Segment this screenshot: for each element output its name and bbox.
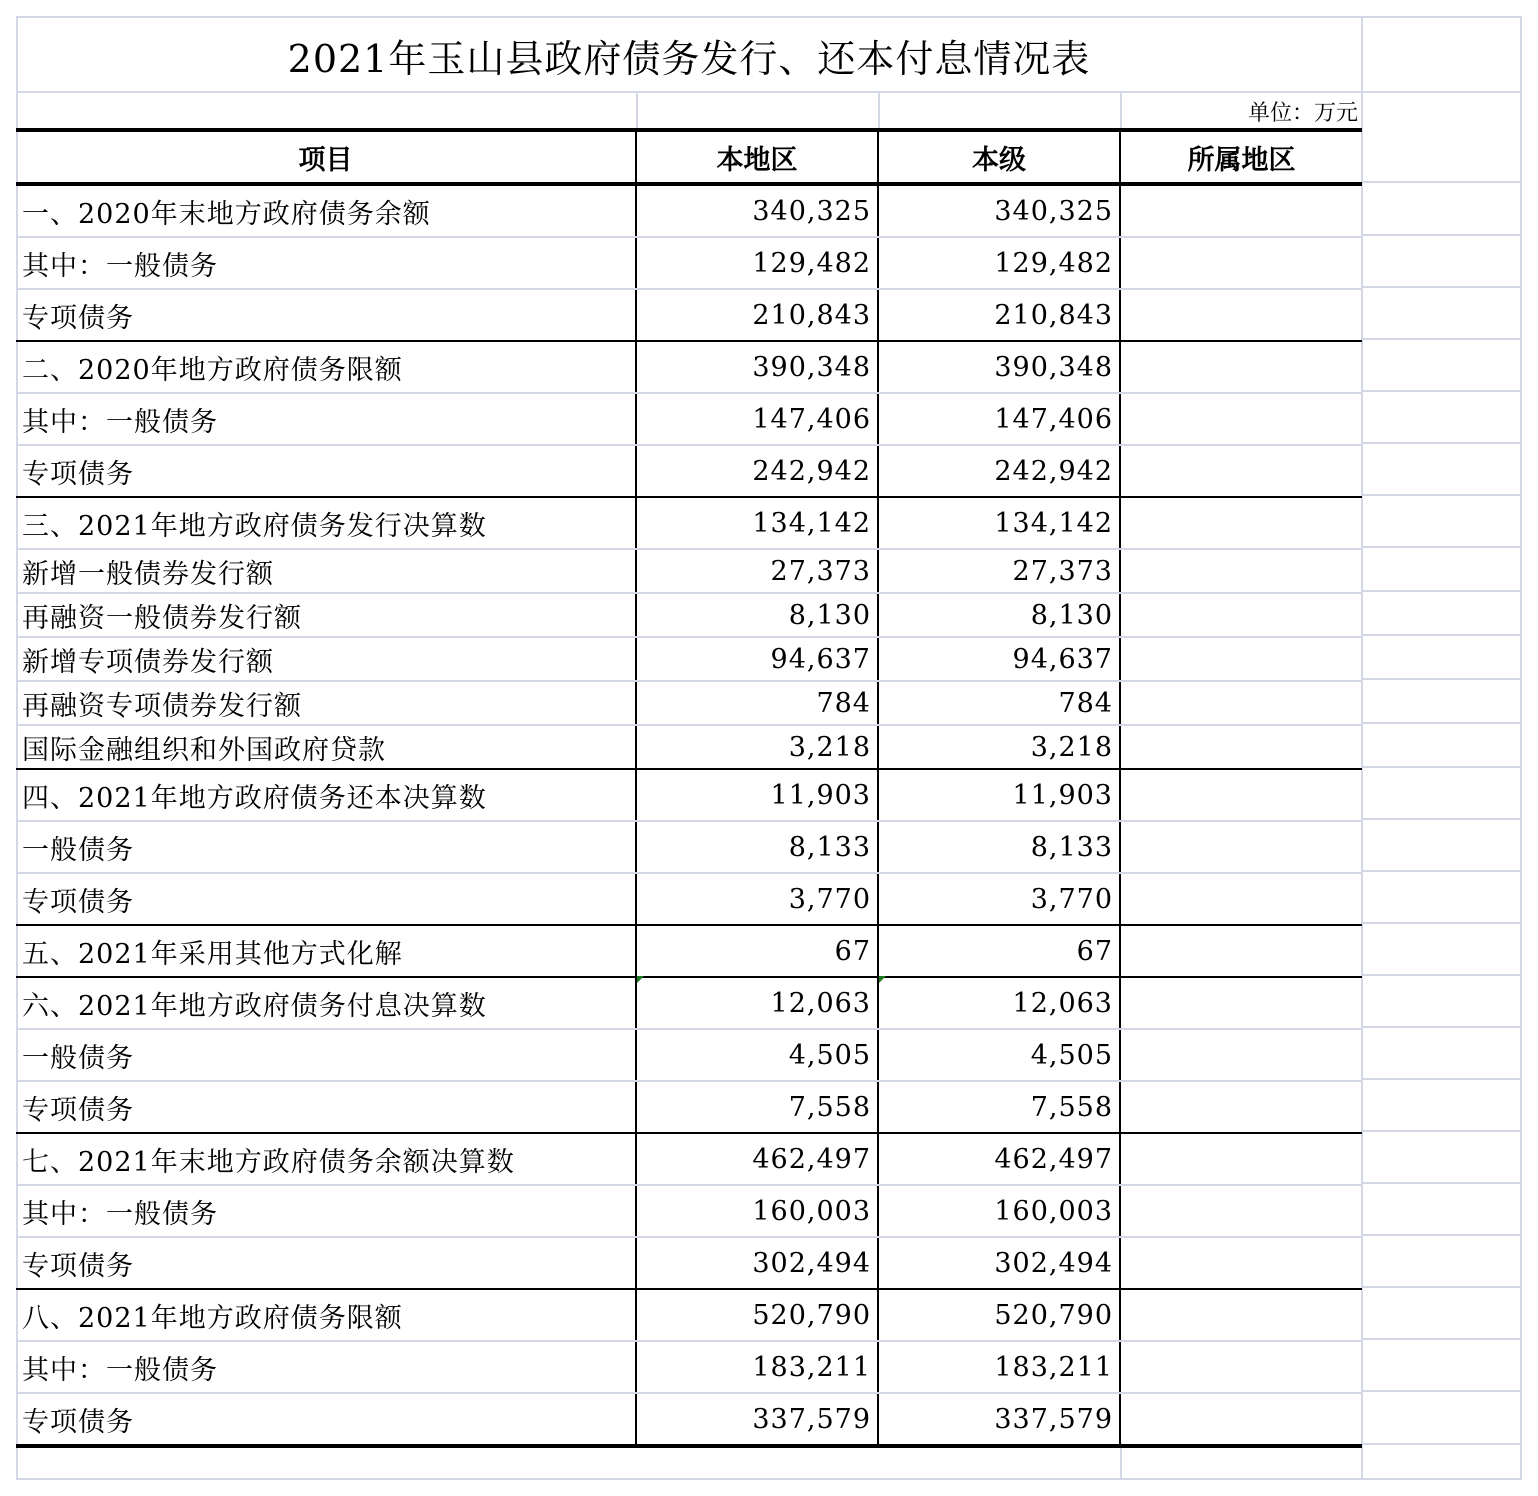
row-label[interactable]: 其中：一般债务 <box>16 393 636 445</box>
level-value[interactable]: 129,482 <box>878 237 1120 289</box>
grid-line <box>1362 1286 1522 1288</box>
subregion-value[interactable] <box>1120 873 1362 925</box>
local-value[interactable]: 27,373 <box>636 549 878 593</box>
grid-line <box>1362 1390 1522 1392</box>
header-local[interactable]: 本地区 <box>636 130 878 184</box>
grid-line <box>1362 181 1522 183</box>
local-value[interactable]: 337,579 <box>636 1393 878 1446</box>
level-value[interactable]: 8,133 <box>878 821 1120 873</box>
local-value[interactable]: 302,494 <box>636 1237 878 1289</box>
local-value[interactable]: 129,482 <box>636 237 878 289</box>
grid-line <box>1362 234 1522 236</box>
table-row <box>16 593 1362 637</box>
table-row <box>16 769 1362 821</box>
table-row <box>16 1237 1362 1289</box>
level-value[interactable]: 784 <box>878 681 1120 725</box>
row-label[interactable]: 三、2021年地方政府债务发行决算数 <box>16 497 636 549</box>
grid-line <box>1362 634 1522 636</box>
subregion-value[interactable] <box>1120 1289 1362 1341</box>
level-value[interactable]: 12,063 <box>878 977 1120 1029</box>
local-value[interactable]: 8,133 <box>636 821 878 873</box>
level-value[interactable]: 302,494 <box>878 1237 1120 1289</box>
table-row <box>16 681 1362 725</box>
grid-line <box>1362 870 1522 872</box>
header-row <box>16 130 1362 184</box>
row-label[interactable]: 专项债务 <box>16 1237 636 1289</box>
row-label[interactable]: 其中：一般债务 <box>16 237 636 289</box>
grid-line <box>878 92 880 128</box>
debt-table <box>16 128 1362 1448</box>
level-value[interactable]: 4,505 <box>878 1029 1120 1081</box>
grid-line <box>1362 1182 1522 1184</box>
table-row <box>16 341 1362 393</box>
subregion-value[interactable] <box>1120 289 1362 341</box>
table-row <box>16 549 1362 593</box>
local-value[interactable]: 520,790 <box>636 1289 878 1341</box>
row-label[interactable]: 再融资一般债券发行额 <box>16 593 636 637</box>
local-value[interactable]: 94,637 <box>636 637 878 681</box>
grid-line <box>1362 678 1522 680</box>
grid-line <box>1362 338 1522 340</box>
subregion-value[interactable] <box>1120 497 1362 549</box>
table-row <box>16 1341 1362 1393</box>
row-label[interactable]: 专项债务 <box>16 289 636 341</box>
grid-line <box>1362 922 1522 924</box>
level-value[interactable]: 67 <box>878 925 1120 977</box>
table-row <box>16 1081 1362 1133</box>
row-label[interactable]: 一般债务 <box>16 1029 636 1081</box>
table-row <box>16 184 1362 237</box>
grid-line <box>1362 766 1522 768</box>
subregion-value[interactable] <box>1120 1029 1362 1081</box>
level-value[interactable]: 340,325 <box>878 184 1120 237</box>
table-row <box>16 925 1362 977</box>
level-value[interactable]: 520,790 <box>878 1289 1120 1341</box>
table-row <box>16 237 1362 289</box>
grid-line <box>1362 1078 1522 1080</box>
row-label[interactable]: 专项债务 <box>16 1081 636 1133</box>
subregion-value[interactable] <box>1120 184 1362 237</box>
local-value[interactable]: 3,770 <box>636 873 878 925</box>
grid-line <box>1362 1234 1522 1236</box>
level-value[interactable]: 462,497 <box>878 1133 1120 1185</box>
table-row <box>16 1185 1362 1237</box>
subregion-value[interactable] <box>1120 821 1362 873</box>
row-label[interactable]: 其中：一般债务 <box>16 1341 636 1393</box>
row-label[interactable]: 五、2021年采用其他方式化解 <box>16 925 636 977</box>
local-value[interactable]: 134,142 <box>636 497 878 549</box>
local-value[interactable]: 160,003 <box>636 1185 878 1237</box>
subregion-value[interactable] <box>1120 1185 1362 1237</box>
grid-line <box>1362 590 1522 592</box>
level-value[interactable]: 160,003 <box>878 1185 1120 1237</box>
local-value[interactable]: 210,843 <box>636 289 878 341</box>
level-value[interactable]: 3,218 <box>878 725 1120 769</box>
grid-line <box>1362 1130 1522 1132</box>
level-value[interactable]: 147,406 <box>878 393 1120 445</box>
row-label[interactable]: 四、2021年地方政府债务还本决算数 <box>16 769 636 821</box>
row-label[interactable]: 新增一般债券发行额 <box>16 549 636 593</box>
local-value[interactable]: 67 <box>636 925 878 977</box>
grid-line <box>1362 722 1522 724</box>
local-value[interactable]: 11,903 <box>636 769 878 821</box>
row-label[interactable]: 一、2020年末地方政府债务余额 <box>16 184 636 237</box>
grid-line <box>1362 818 1522 820</box>
row-label[interactable]: 八、2021年地方政府债务限额 <box>16 1289 636 1341</box>
row-label[interactable]: 新增专项债券发行额 <box>16 637 636 681</box>
subregion-value[interactable] <box>1120 637 1362 681</box>
row-label[interactable]: 一般债务 <box>16 821 636 873</box>
level-value[interactable]: 3,770 <box>878 873 1120 925</box>
local-value[interactable]: 784 <box>636 681 878 725</box>
table-row <box>16 821 1362 873</box>
grid-line <box>1362 494 1522 496</box>
table-row <box>16 393 1362 445</box>
table-row <box>16 1289 1362 1341</box>
local-value[interactable]: 7,558 <box>636 1081 878 1133</box>
cell-comment-marker-icon <box>637 976 644 983</box>
level-value[interactable]: 390,348 <box>878 341 1120 393</box>
subregion-value[interactable] <box>1120 681 1362 725</box>
local-value[interactable]: 390,348 <box>636 341 878 393</box>
subregion-value[interactable] <box>1120 549 1362 593</box>
level-value[interactable]: 11,903 <box>878 769 1120 821</box>
grid-line <box>1362 442 1522 444</box>
row-label[interactable]: 专项债务 <box>16 445 636 497</box>
level-value[interactable]: 7,558 <box>878 1081 1120 1133</box>
header-subregion[interactable]: 所属地区 <box>1120 130 1362 184</box>
subregion-value[interactable] <box>1120 769 1362 821</box>
local-value[interactable]: 183,211 <box>636 1341 878 1393</box>
subregion-value[interactable] <box>1120 1133 1362 1185</box>
grid-line <box>16 1478 1522 1480</box>
row-label[interactable]: 专项债务 <box>16 1393 636 1446</box>
row-label[interactable]: 六、2021年地方政府债务付息决算数 <box>16 977 636 1029</box>
table-row <box>16 497 1362 549</box>
row-label[interactable]: 再融资专项债券发行额 <box>16 681 636 725</box>
cell-comment-marker-icon <box>879 976 886 983</box>
level-value[interactable]: 134,142 <box>878 497 1120 549</box>
grid-line <box>1362 1443 1522 1445</box>
table-row <box>16 1029 1362 1081</box>
table-row <box>16 1393 1362 1446</box>
header-item[interactable]: 项目 <box>16 130 636 184</box>
level-value[interactable]: 337,579 <box>878 1393 1120 1446</box>
table-row <box>16 445 1362 497</box>
local-value[interactable]: 462,497 <box>636 1133 878 1185</box>
table-row <box>16 977 1362 1029</box>
row-label[interactable]: 国际金融组织和外国政府贷款 <box>16 725 636 769</box>
table-row <box>16 637 1362 681</box>
subregion-value[interactable] <box>1120 725 1362 769</box>
local-value[interactable]: 242,942 <box>636 445 878 497</box>
subregion-value[interactable] <box>1120 925 1362 977</box>
local-value[interactable]: 4,505 <box>636 1029 878 1081</box>
table-row <box>16 1133 1362 1185</box>
local-value[interactable]: 8,130 <box>636 593 878 637</box>
local-value[interactable]: 3,218 <box>636 725 878 769</box>
local-value[interactable]: 147,406 <box>636 393 878 445</box>
grid-line <box>1362 546 1522 548</box>
subregion-value[interactable] <box>1120 445 1362 497</box>
level-value[interactable]: 94,637 <box>878 637 1120 681</box>
row-label[interactable]: 专项债务 <box>16 873 636 925</box>
level-value[interactable]: 242,942 <box>878 445 1120 497</box>
subregion-value[interactable] <box>1120 393 1362 445</box>
table-row <box>16 289 1362 341</box>
subregion-value[interactable] <box>1120 237 1362 289</box>
subregion-value[interactable] <box>1120 341 1362 393</box>
subregion-value[interactable] <box>1120 1393 1362 1446</box>
table-row <box>16 725 1362 769</box>
subregion-value[interactable] <box>1120 977 1362 1029</box>
grid-line <box>1362 1338 1522 1340</box>
level-value[interactable]: 8,130 <box>878 593 1120 637</box>
report-title: 2021年玉山县政府债务发行、还本付息情况表 <box>287 36 1091 81</box>
grid-line <box>1362 1026 1522 1028</box>
row-label[interactable]: 二、2020年地方政府债务限额 <box>16 341 636 393</box>
header-level[interactable]: 本级 <box>878 130 1120 184</box>
grid-line <box>1362 286 1522 288</box>
unit-label: 单位：万元 <box>1247 100 1358 126</box>
grid-line <box>1362 974 1522 976</box>
subregion-value[interactable] <box>1120 1341 1362 1393</box>
table-row <box>16 873 1362 925</box>
subregion-value[interactable] <box>1120 1237 1362 1289</box>
level-value[interactable]: 183,211 <box>878 1341 1120 1393</box>
level-value[interactable]: 210,843 <box>878 289 1120 341</box>
row-label[interactable]: 七、2021年末地方政府债务余额决算数 <box>16 1133 636 1185</box>
local-value[interactable]: 12,063 <box>636 977 878 1029</box>
local-value[interactable]: 340,325 <box>636 184 878 237</box>
grid-line <box>636 92 638 128</box>
subregion-value[interactable] <box>1120 1081 1362 1133</box>
grid-line <box>1362 390 1522 392</box>
subregion-value[interactable] <box>1120 593 1362 637</box>
row-label[interactable]: 其中：一般债务 <box>16 1185 636 1237</box>
level-value[interactable]: 27,373 <box>878 549 1120 593</box>
